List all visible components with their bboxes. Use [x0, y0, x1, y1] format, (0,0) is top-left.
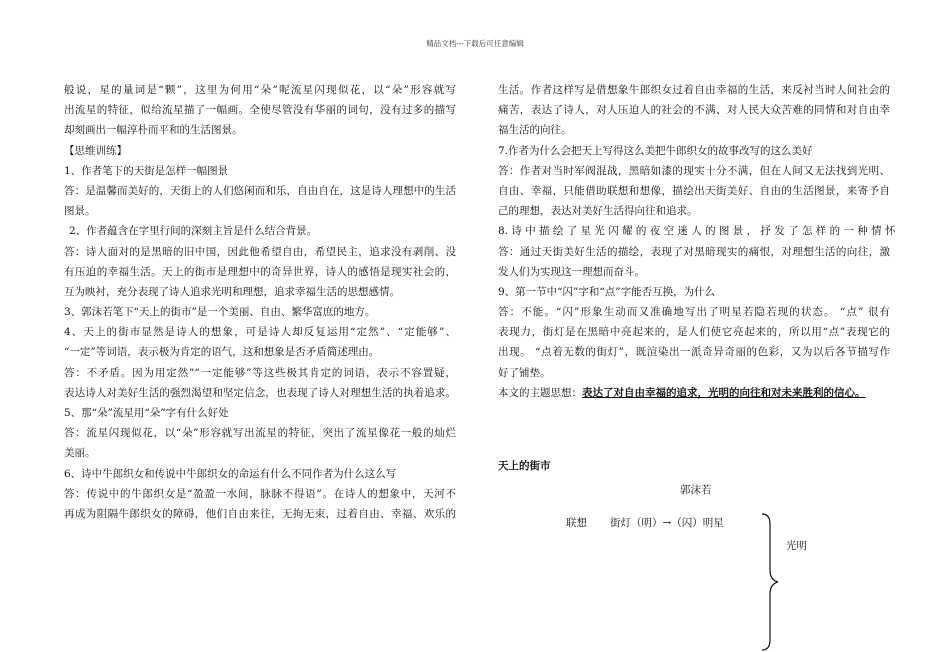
question-4: 4、天上的街市显然是诗人的想象，可是诗人却反复运用“定然”、“定能够”、 — [64, 326, 456, 339]
question-6: 6、诗中牛郎织女和传说中牛郎织女的命运有什么不同作者为什么这么写 — [64, 467, 397, 480]
answer-8-cont: 发人们为实现这一理想而奋斗。 — [498, 265, 645, 278]
text-line: 般说，星的量词是“颗”，这里为何用“朵”呢流星闪现似花，以“朵”形容就写 — [64, 84, 456, 96]
text-line: 却刻画出一幅淳朴而平和的生活图景。 — [64, 124, 243, 137]
theme-statement — [498, 383, 890, 403]
answer-2-cont: 有压迫的幸福生活。天上的街市是理想中的奇异世界，诗人的感悟是现实社会的， — [64, 265, 456, 278]
answer-2: 答：诗人面对的是黑暗的旧中国，因此他希望自由，希望民主，追求没有剥削、没 — [64, 245, 456, 258]
section-heading: 【思维训练】 — [64, 144, 127, 157]
outline-chain: 街灯（明）→（闪）明星 — [610, 517, 724, 529]
question-1: 1、作者笔下的天街是怎样一幅图景 — [64, 164, 229, 177]
theme-label: 本文的主题思想： — [498, 386, 582, 399]
right-column — [498, 80, 896, 403]
text-line: 福生活的向往。 — [498, 124, 572, 137]
answer-9: 答：不能。“闪”形象生动而又准确地写出了明星若隐若现的状态。 “点” 很有 — [498, 306, 890, 319]
text-line: 出流星的特征，似给流星描了一幅画。全使尽管没有华丽的词句，没有过多的描写 — [64, 104, 456, 117]
answer-2-cont: 互为映衬，充分表现了诗人追求光明和理想，追求幸福生活的思想感情。 — [64, 285, 400, 298]
theme-text: 表达了对自由幸福的追求，光明的向往和对未来胜利的信心。 — [582, 386, 866, 399]
answer-6: 答：传说中的牛郎织女是“盈盈一水间，脉脉不得语”。在诗人的想象中，天河不 — [64, 487, 456, 500]
left-column — [64, 80, 456, 524]
answer-4-cont: 表达诗人对美好生活的强烈渴望和坚定信念，也表现了诗人对理想生活的执着追求。 — [64, 386, 456, 399]
question-9: 9、第一节中“闪”字和“点”字能否互换，为什么 — [498, 285, 716, 298]
outline-bright: 光明 — [786, 540, 807, 552]
answer-9-cont: 好了铺垫。 — [498, 366, 551, 379]
page-header: 精品文档---下载后可任意编辑 — [426, 39, 524, 48]
answer-7: 答：作者对当时军阀混战，黑暗如漆的现实十分不满，但在人间又无法找到光明、 — [498, 164, 890, 177]
question-8: 8. 诗 中 描 绘 了 星 光 闪 耀 的 夜 空 迷 人 的 图 景 ， 抒 发 了 怎 样 的 一 种 情 怀 — [498, 225, 896, 238]
answer-5-cont: 美丽。 — [64, 447, 96, 460]
text-line: 生活。作者这样写是借想象牛郎织女过着自由幸福的生活，来反衬当时人间社会的 — [498, 84, 890, 96]
answer-7-cont: 自由、幸福，只能借助联想和想像，描绘出天街美好、自由的生活图景，来寄予自 — [498, 184, 890, 197]
outline-author: 郭沫若 — [680, 484, 712, 496]
text-line: 痛苦，表达了诗人，对人压迫人的社会的不满、对人民大众苦难的同情和对自由幸 — [498, 104, 890, 117]
question-3: 3、郭沫若笔下“天上的街市”是一个美丽、自由、繁华富庶的地方。 — [64, 306, 376, 319]
answer-1-cont: 图景。 — [64, 205, 96, 218]
question-2: 2、作者蕴含在字里行间的深刻主旨是什么结合背景。 — [69, 225, 318, 238]
answer-9-cont: 表现力，街灯是在黑暗中亮起来的，是人们使它亮起来的，所以用“点”表现它的 — [498, 326, 890, 339]
answer-6-cont: 再成为阻隔牛郎织女的障碍，他们自由来往，无拘无束，过着自由、幸福、欢乐的 — [64, 507, 456, 520]
outline-association: 联想 — [566, 517, 587, 529]
question-5: 5、那“朵”流星用“朵”字有什么好处 — [64, 407, 229, 419]
answer-1: 答：是温馨而美好的，天街上的人们悠闲而和乐，自由自在，这是诗人理想中的生活 — [64, 184, 456, 197]
answer-4: 答：不矛盾。因为用定然”“一定能够”等这些极其肯定的词语，表示不容置疑， — [64, 366, 456, 379]
answer-5: 答：流星闪现似花，以“朵”形容就写出流星的特征，突出了流星像花一般的灿烂 — [64, 427, 456, 440]
answer-7-cont: 己的理想，表达对美好生活得向往和追求。 — [498, 205, 698, 218]
question-7: 7.作者为什么会把天上写得这么美把牛郎织女的故事改写的这么美好 — [498, 144, 813, 157]
outline-title: 天上的街市 — [498, 460, 551, 472]
question-4-cont: “一定”等词语，表示极为肯定的语气，这和想象是否矛盾简述理由。 — [64, 346, 380, 359]
right-brace-icon — [760, 512, 780, 652]
answer-8: 答：通过天街美好生活的描绘，表现了对黑暗现实的痛恨，对理想生活的向往，激 — [498, 245, 890, 258]
poem-outline — [498, 458, 818, 648]
answer-9-cont: 出现。 “点着无数的街灯”，既渲染出一派奇异奇丽的色彩，又为以后各节描写作 — [498, 346, 890, 359]
